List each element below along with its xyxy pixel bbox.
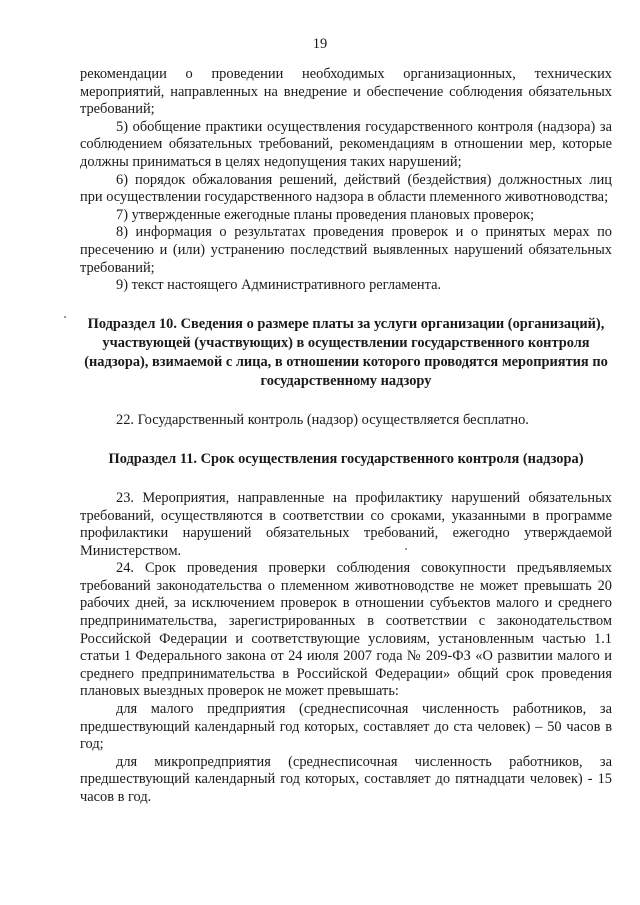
paragraph-24: 24. Срок проведения проверки соблюдения совокупности предъявляемых требований законодательства о племенном животноводстве не может превышать 20 рабочих дней, за исключением проверок в отношении субъектов малого и среднего предпринимательства, зарегистрированных в соответствии с законодательством Российской Федерации и соответствующие условиям, установленным частью 1.1 статьи 1 Федерального закона от 24 июля 2007 года № 209-ФЗ «О развитии малого и среднего предпринимательства в Российской Федерации» общий срок проведения плановых выездных проверок не может превышать: <box>80 560 612 700</box>
paragraph-continuation: рекомендации о проведении необходимых организационных, технических мероприятий, направленных на внедрение и обеспечение соблюдения обязательных требований; <box>80 66 612 118</box>
section-heading-11: Подраздел 11. Срок осуществления государственного контроля (надзора) <box>108 451 584 468</box>
paragraph-item-9: 9) текст настоящего Административного регламента. <box>116 277 442 294</box>
paragraph-22: 22. Государственный контроль (надзор) осуществляется бесплатно. <box>116 411 529 428</box>
paragraph-item-6: 6) порядок обжалования решений, действий (бездействия) должностных лиц при осуществлении государственного надзора в области племенного животноводства; <box>80 171 612 206</box>
paragraph-small-enterprise: для малого предприятия (среднесписочная численность работников, за предшествующий календарный год которых, составляет до ста человек) – 50 часов в год; <box>80 701 612 753</box>
document-body <box>80 66 612 807</box>
paragraph-item-7: 7) утвержденные ежегодные планы проведения плановых проверок; <box>116 206 535 223</box>
paragraph-item-5: 5) обобщение практики осуществления государственного контроля (надзора) за соблюдением обязательных требований, рекомендациям в отношении мер, которые должны приниматься в целях недопущения таких нарушений; <box>80 118 612 170</box>
scan-speck <box>64 316 66 318</box>
paragraph-item-8: 8) информация о результатах проведения проверок и о принятых мерах по пресечению и (или) устранению последствий выявленных нарушений обязательных требований; <box>80 224 612 276</box>
section-heading-10: Подраздел 10. Сведения о размере платы за услуги организации (организаций), участвующей (участвующих) в осуществлении государственного контроля (надзора), взимаемой с лица, в отношении которого проводятся мероприятия по государственному надзору <box>84 315 608 389</box>
paragraph-micro-enterprise: для микропредприятия (среднесписочная численность работников, за предшествующий календарный год которых, составляет до пятнадцати человек) - 15 часов в год. <box>80 753 612 805</box>
page-number: 19 <box>312 36 328 52</box>
paragraph-23: 23. Мероприятия, направленные на профилактику нарушений обязательных требований, осуществляются в соответствии со сроками, указанными в программе профилактики нарушений обязательных требований, ежегодно утверждаемой Министерством. <box>80 489 612 559</box>
scan-speck <box>405 548 407 550</box>
